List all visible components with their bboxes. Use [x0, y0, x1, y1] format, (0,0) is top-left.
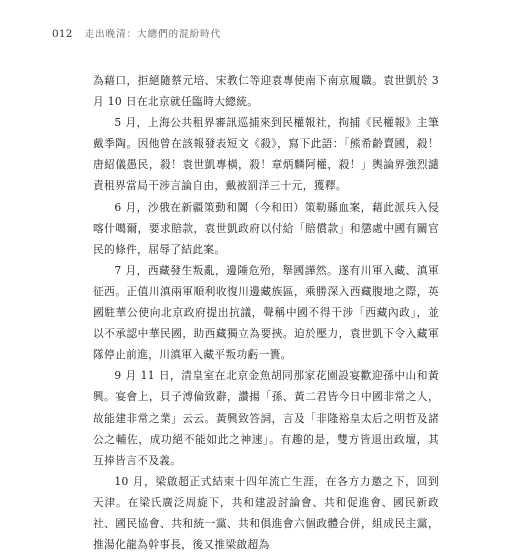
- body-text: [93, 70, 439, 555]
- paragraph: 10 月，梁啟超正式結束十四年流亡生涯，在各方力邀之下，回到天津。在梁氏廣泛周旋下，共和建設討論會、共和促進會、國民新政社、國民協會、共和統一黨、共和俱進會六個政體合併，組成民主黨，推湯化龍為幹事長，後又推梁啟超為: [93, 474, 439, 552]
- paragraph: 為藉口，拒絕隨蔡元培、宋教仁等迎袁專使南下南京履職。袁世凱於 3 月 10 日在北京就任臨時大總統。: [93, 74, 439, 109]
- running-header: [52, 26, 468, 42]
- paragraph: 9 月 11 日，清皇室在北京金魚胡同那家花園設宴歡迎孫中山和黃興。宴會上，貝子溥倫致辭，讚揚「孫、黃二君皆今日中國非常之人，故能建非常之業」云云。黃興致答詞，言及「非隆裕皇太后之明哲及諸公之輔佐，成功絕不能如此之神速」。有趣的是，雙方皆退出政壇，其互捧皆言不及義。: [93, 369, 439, 467]
- page-number: 012: [52, 28, 73, 40]
- paragraph: 6 月，沙俄在新疆策動和闐（今和田）策勒縣血案，藉此派兵入侵喀什噶爾，要求賠款，袁世凱政府以付給「賠償款」和懲處中國有關官民的條件，屈辱了結此案。: [93, 200, 439, 256]
- paragraph: 7 月，西藏發生叛亂，邊陲危殆，舉國譁然。遂有川軍入藏、滇軍征西。正值川滇兩軍順利收復川邊藏族區，乘勝深入西藏腹地之際，英國駐華公使向北京政府提出抗議，聲稱中國不得干涉「西藏內政」，並以不承認中華民國，助西藏獨立為要挾。迫於壓力，袁世凱下令入藏軍隊停止前進，川滇軍入藏平叛功虧一簣。: [93, 263, 439, 362]
- running-title: 走出晚清：大總們的混紛時代: [84, 29, 222, 40]
- paragraph: 5 月，上海公共租界審訊巡捕來到民權報社，拘捕《民權報》主筆戴季陶。因他曾在該報發表短文《殺》，寫下此語：「熊希齡賣國，殺！唐紹儀愚民，殺！袁世凱專橫，殺！章炳麟阿權，殺！」輿論界強烈譴責租界當局干涉言論自由，戴被罰洋三十元，獲釋。: [93, 116, 439, 193]
